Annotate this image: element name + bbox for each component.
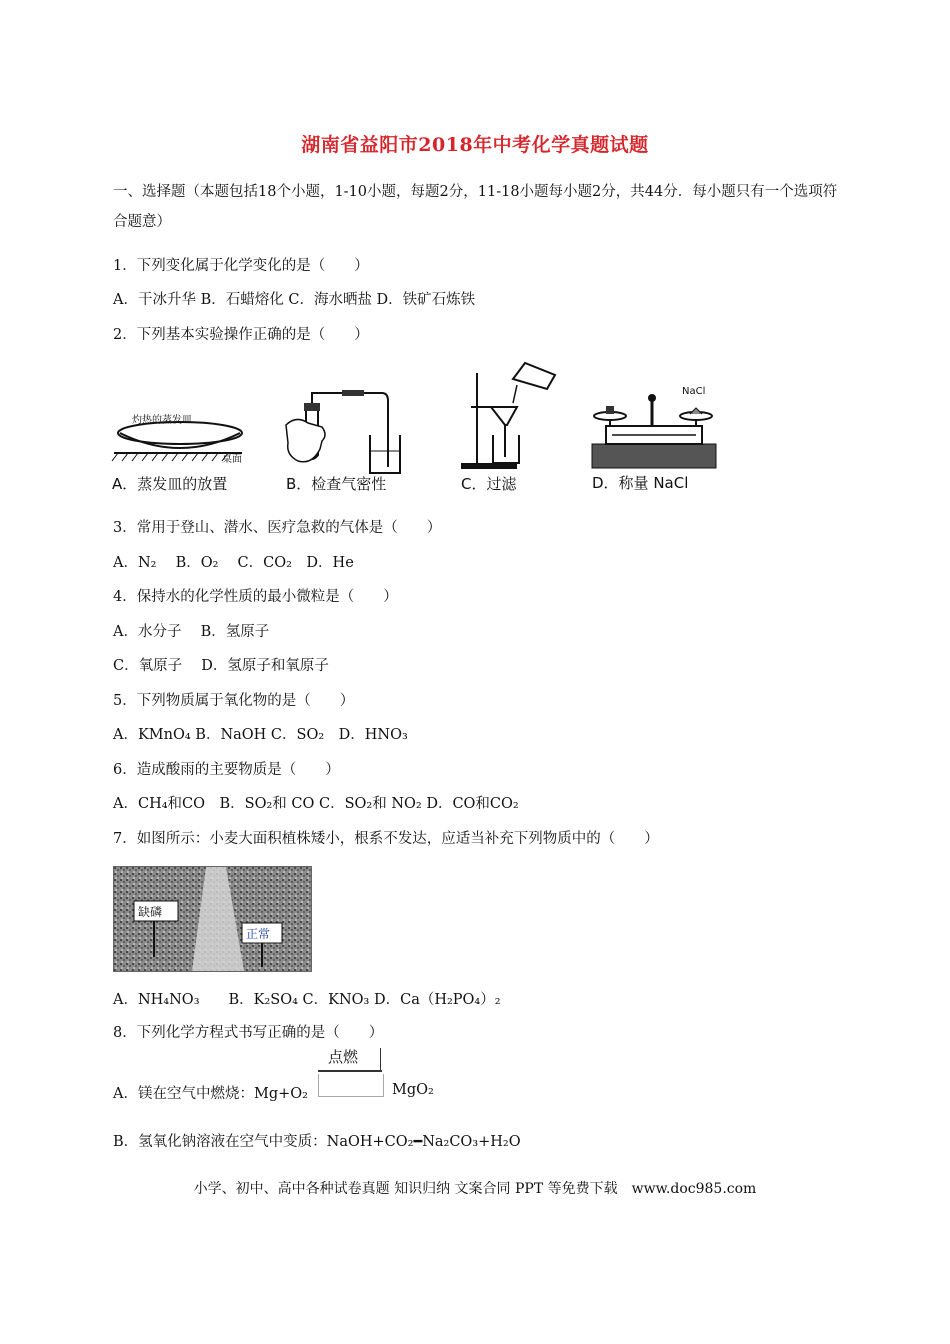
figure-b-caption: B．检查气密性 [286, 475, 387, 493]
figure-c-caption: C．过滤 [461, 475, 517, 493]
question-7-stem: 7．如图所示：小麦大面积植株矮小，根系不发达，应适当补充下列物质中的（ ） [113, 831, 659, 847]
question-7-options: A．NH₄NO₃ B．K₂SO₄ C．KNO₃ D．Ca（H₂PO₄）₂ [113, 992, 501, 1008]
question-6-stem: 6．造成酸雨的主要物质是（ ） [113, 762, 340, 778]
question-8-stem: 8．下列化学方程式书写正确的是（ ） [113, 1025, 384, 1041]
filtration-drawing [455, 355, 565, 470]
question-4-stem: 4．保持水的化学性质的最小微粒是（ ） [113, 589, 398, 605]
figure-a-caption: A．蒸发皿的放置 [112, 475, 228, 493]
question-8-option-b: B．氢氧化钠溶液在空气中变质：NaOH+CO₂━Na₂CO₃+H₂O [113, 1134, 521, 1150]
dish-label: 灼热的蒸发皿 [132, 415, 192, 426]
question-8-option-a-prefix: A．镁在空气中燃烧：Mg+O₂ [113, 1086, 308, 1102]
reaction-divider [380, 1048, 381, 1070]
reaction-arrow-line [318, 1070, 382, 1072]
question-3-options: A．N₂ B．O₂ C．CO₂ D．He [113, 555, 354, 571]
reaction-blank-box [318, 1074, 384, 1097]
question-1-stem: 1．下列变化属于化学变化的是（ ） [113, 258, 369, 274]
nacl-label: NaCl [682, 386, 706, 397]
figure-d-caption: D．称量 NaCl [592, 474, 689, 492]
section-instructions: 一、选择题（本题包括18个小题，1-10小题，每题2分，11-18小题每小题2分，共44分．每小题只有一个选项符合题意） [113, 184, 838, 230]
question-3-stem: 3．常用于登山、潜水、医疗急救的气体是（ ） [113, 520, 442, 536]
airtightness-drawing [282, 385, 412, 475]
page-footer: 小学、初中、高中各种试卷真题 知识归纳 文案合同 PPT 等免费下载 www.doc985.com [193, 1181, 757, 1197]
question-8-option-a-product: MgO₂ [392, 1082, 434, 1098]
question-6-options: A．CH₄和CO B．SO₂和 CO C．SO₂和 NO₂ D．CO和CO₂ [113, 796, 519, 812]
figure-airtightness-check [282, 385, 412, 495]
question-5-stem: 5．下列物质属于氧化物的是（ ） [113, 693, 355, 709]
sign-right-label: 正常 [246, 927, 271, 941]
reaction-condition-box [318, 1046, 384, 1100]
figure-balance [590, 380, 720, 495]
sign-left-label: 缺磷 [138, 905, 163, 919]
wheat-field-photo [113, 866, 312, 972]
page-title: 湖南省益阳市2018年中考化学真题试题 [301, 134, 649, 156]
question-1-options: A．干冰升华 B．石蜡熔化 C．海水晒盐 D．铁矿石炼铁 [113, 292, 476, 308]
reaction-condition-label: 点燃 [328, 1048, 359, 1066]
figure-evaporating-dish [110, 405, 250, 495]
table-label: 桌面 [222, 454, 242, 465]
question-5-options: A．KMnO₄ B．NaOH C．SO₂ D．HNO₃ [113, 727, 408, 743]
figure-filtration [455, 355, 565, 495]
question-4-options-1: A．水分子 B．氢原子 [113, 624, 270, 640]
question-4-options-2: C．氧原子 D．氢原子和氧原子 [113, 658, 329, 674]
question-2-stem: 2．下列基本实验操作正确的是（ ） [113, 327, 369, 343]
